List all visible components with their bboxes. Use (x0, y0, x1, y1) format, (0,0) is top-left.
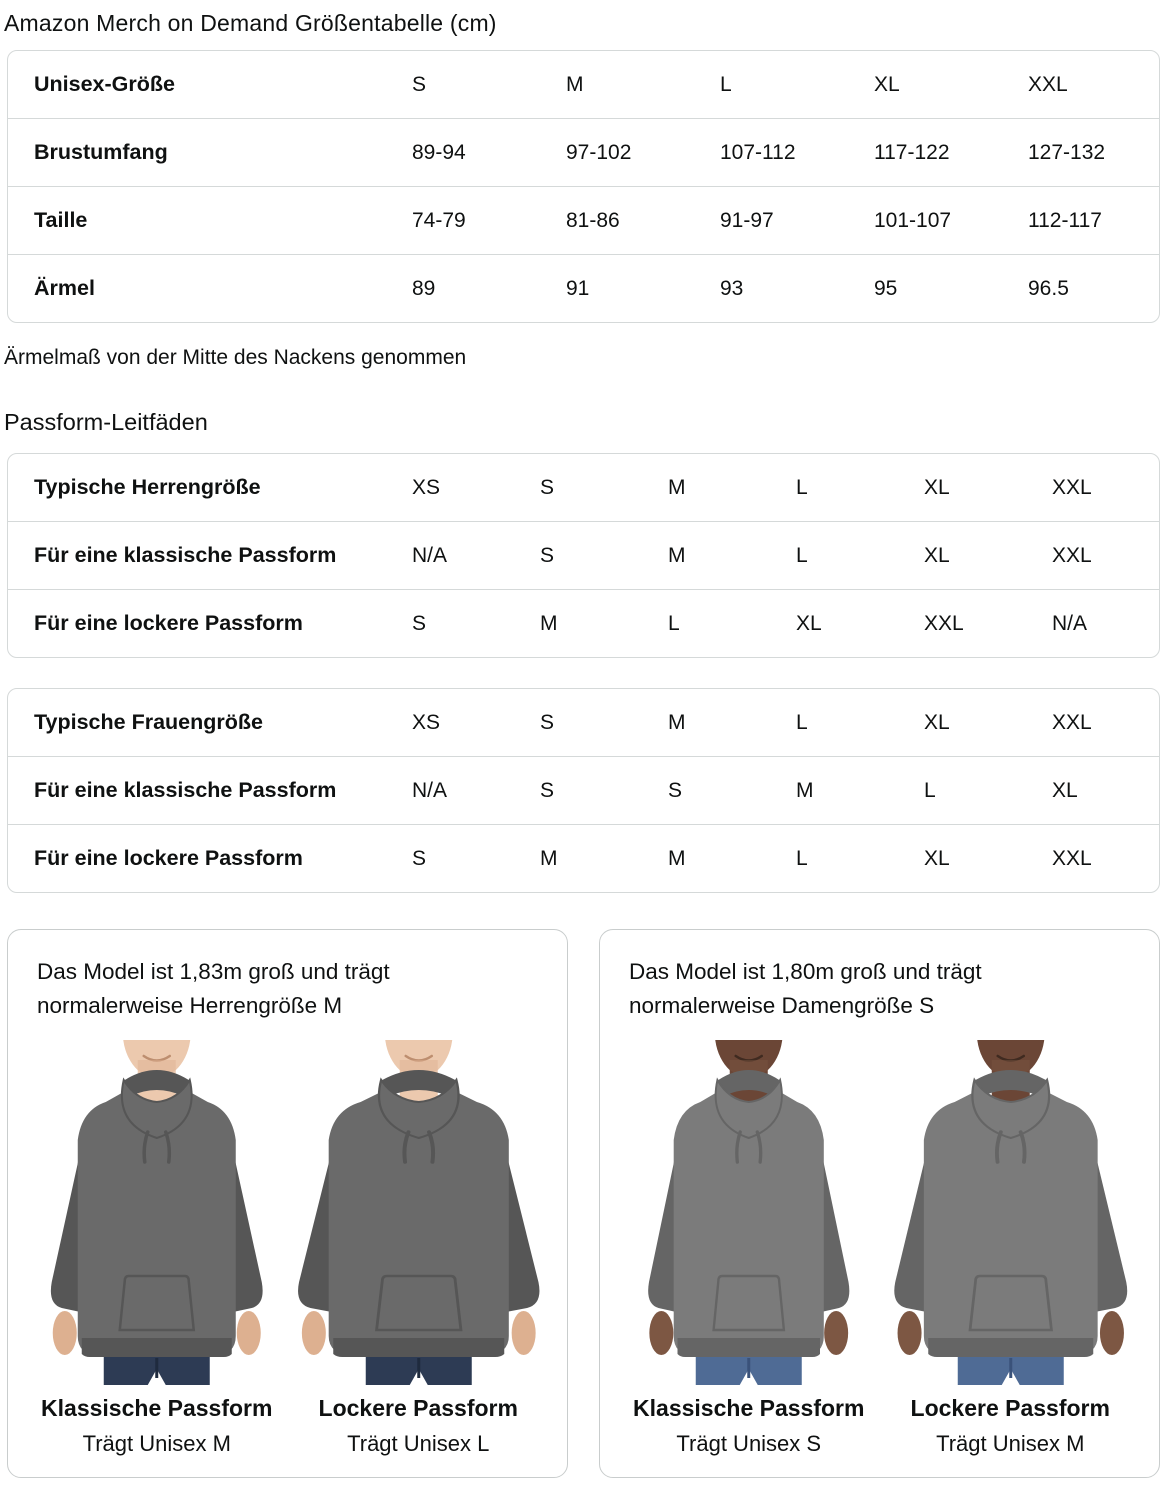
table-row (8, 51, 1159, 118)
size-cell: L (924, 779, 936, 802)
row-label: Für eine klassische Passform (34, 542, 337, 567)
table-row (8, 118, 1159, 186)
figure-caption (623, 1394, 875, 1457)
table-row (8, 689, 1159, 756)
size-cell: L (796, 847, 808, 870)
table-row (8, 824, 1159, 892)
size-cell: 96.5 (1028, 277, 1069, 300)
size-cell: N/A (412, 779, 448, 802)
model-figure (623, 1040, 875, 1457)
size-cell: XS (412, 476, 441, 499)
size-cell: XXL (1052, 847, 1092, 870)
size-cell: XL (924, 476, 950, 499)
model-photo-man-loose (293, 1040, 545, 1385)
table-row (8, 521, 1159, 589)
size-cell: S (412, 612, 427, 635)
size-cell: S (412, 847, 427, 870)
table-row (8, 454, 1159, 521)
size-cell: 97-102 (566, 141, 632, 164)
size-cell: S (540, 476, 555, 499)
size-cell: L (796, 711, 808, 734)
size-cell: M (668, 544, 686, 567)
size-cell: M (566, 73, 584, 96)
row-label: Für eine klassische Passform (34, 777, 337, 802)
model-card-heading: Das Model ist 1,80m groß und trägt normalerweise Damengröße S (629, 959, 982, 1018)
size-cell: 107-112 (720, 141, 796, 164)
size-cell: M (796, 779, 814, 802)
fit-label: Lockere Passform (318, 1395, 518, 1421)
size-guide-page (0, 9, 1167, 1509)
row-label: Typische Frauengröße (34, 709, 263, 734)
size-cell: 91 (566, 277, 590, 300)
size-cell: XXL (1052, 544, 1092, 567)
figure-caption (885, 1394, 1137, 1457)
size-cell: S (540, 711, 555, 734)
size-cell: 112-117 (1028, 209, 1102, 232)
fit-guides-heading: Passform-Leitfäden (4, 409, 208, 435)
size-cell: 101-107 (874, 209, 952, 232)
model-figure (31, 1040, 283, 1457)
size-cell: XL (874, 73, 900, 96)
size-cell: S (668, 779, 683, 802)
size-cell: N/A (1052, 612, 1088, 635)
size-cell: XXL (1052, 476, 1092, 499)
page-title: Amazon Merch on Demand Größentabelle (cm) (4, 10, 497, 36)
size-cell: L (796, 544, 808, 567)
model-photo-woman-loose (885, 1040, 1137, 1385)
size-cell: M (540, 847, 558, 870)
size-cell: M (668, 711, 686, 734)
size-table (7, 50, 1160, 323)
wears-label: Trägt Unisex S (676, 1431, 822, 1456)
mens-model-card (7, 929, 568, 1478)
size-cell: XL (924, 544, 950, 567)
row-label: Unisex-Größe (34, 71, 175, 96)
model-figure (885, 1040, 1137, 1457)
size-cell: XL (924, 847, 950, 870)
size-cell: L (720, 73, 732, 96)
size-cell: N/A (412, 544, 448, 567)
model-photo-man-classic (31, 1040, 283, 1385)
size-cell: XXL (1052, 711, 1092, 734)
size-cell: S (540, 779, 555, 802)
size-cell: L (796, 476, 808, 499)
size-cell: L (668, 612, 680, 635)
figure-caption (31, 1394, 283, 1457)
row-label: Taille (34, 207, 88, 232)
size-cell: 89-94 (412, 141, 466, 164)
table-row (8, 254, 1159, 322)
size-cell: 95 (874, 277, 898, 300)
row-label: Typische Herrengröße (34, 474, 261, 499)
womens-fit-table (7, 688, 1160, 893)
row-label: Ärmel (34, 275, 95, 300)
size-cell: 93 (720, 277, 744, 300)
size-cell: XL (924, 711, 950, 734)
size-cell: S (412, 73, 427, 96)
wears-label: Trägt Unisex M (82, 1431, 231, 1456)
model-figures (31, 1040, 544, 1457)
fit-label: Klassische Passform (633, 1395, 865, 1421)
table-row (8, 589, 1159, 657)
size-cell: 91-97 (720, 209, 774, 232)
table-row (8, 186, 1159, 254)
fit-label: Lockere Passform (910, 1395, 1110, 1421)
womens-model-card (599, 929, 1160, 1478)
size-cell: M (668, 476, 686, 499)
model-photo-woman-classic (623, 1040, 875, 1385)
row-label: Für eine lockere Passform (34, 845, 303, 870)
size-cell: XXL (924, 612, 964, 635)
model-card-heading: Das Model ist 1,83m groß und trägt normalerweise Herrengröße M (37, 959, 390, 1018)
model-cards (7, 929, 1160, 1478)
size-cell: 74-79 (412, 209, 466, 232)
mens-fit-table (7, 453, 1160, 658)
model-figure (293, 1040, 545, 1457)
wears-label: Trägt Unisex M (936, 1431, 1085, 1456)
size-cell: 89 (412, 277, 436, 300)
row-label: Für eine lockere Passform (34, 610, 303, 635)
wears-label: Trägt Unisex L (347, 1431, 490, 1456)
size-cell: XL (796, 612, 822, 635)
size-cell: 117-122 (874, 141, 950, 164)
size-cell: 81-86 (566, 209, 620, 232)
size-cell: M (540, 612, 558, 635)
size-cell: 127-132 (1028, 141, 1106, 164)
fit-label: Klassische Passform (41, 1395, 273, 1421)
figure-caption (293, 1394, 545, 1457)
size-cell: S (540, 544, 555, 567)
size-cell: XXL (1028, 73, 1068, 96)
size-cell: M (668, 847, 686, 870)
table-row (8, 756, 1159, 824)
row-label: Brustumfang (34, 139, 168, 164)
model-figures (623, 1040, 1136, 1457)
size-cell: XL (1052, 779, 1078, 802)
sleeve-measure-note: Ärmelmaß von der Mitte des Nackens genommen (4, 346, 467, 369)
size-cell: XS (412, 711, 441, 734)
